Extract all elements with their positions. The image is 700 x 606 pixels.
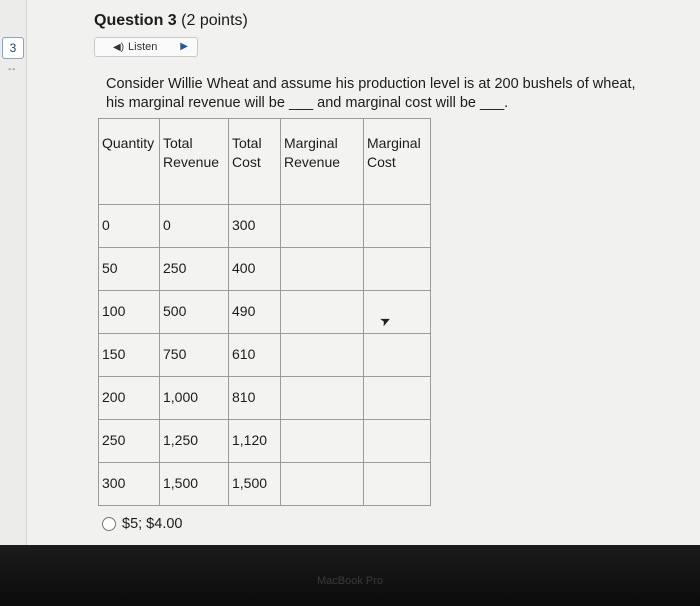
- column-header-marginal-cost: Marginal Cost: [364, 119, 431, 205]
- table-row: [99, 205, 431, 248]
- table-row: [99, 291, 431, 334]
- cell-marginal-revenue: [281, 248, 364, 291]
- cell-marginal-cost: [364, 420, 431, 463]
- cell-marginal-revenue: [281, 205, 364, 248]
- question-text: [106, 75, 666, 113]
- cell-marginal-cost: [364, 377, 431, 420]
- cell-marginal-cost: [364, 205, 431, 248]
- cell-quantity: 50: [99, 248, 160, 291]
- cell-marginal-cost: [364, 463, 431, 506]
- play-icon[interactable]: ▶: [180, 41, 188, 52]
- cell-quantity: 300: [99, 463, 160, 506]
- question-points: (2 points): [181, 12, 248, 29]
- question-title: Question 3: [94, 12, 177, 29]
- cell-total-revenue: 1,500: [160, 463, 229, 506]
- table-header-row: [99, 119, 431, 205]
- cell-total-revenue: 1,000: [160, 377, 229, 420]
- cell-total-cost: 300: [229, 205, 281, 248]
- cell-marginal-revenue: [281, 420, 364, 463]
- radio-button[interactable]: [102, 517, 116, 531]
- device-label: MacBook Pro: [316, 575, 384, 587]
- cell-total-cost: 1,120: [229, 420, 281, 463]
- question-line-1: Consider Willie Wheat and assume his production level is at 200 bushels of wheat,: [106, 76, 636, 92]
- cell-marginal-cost: [364, 248, 431, 291]
- column-header-total-revenue: Total Revenue: [160, 119, 229, 205]
- listen-button[interactable]: [94, 37, 198, 57]
- cell-total-revenue: 250: [160, 248, 229, 291]
- cell-marginal-cost: [364, 291, 431, 334]
- table-row: [99, 463, 431, 506]
- cell-quantity: 0: [99, 205, 160, 248]
- mouse-cursor-icon: ➤: [377, 311, 394, 330]
- cell-marginal-revenue: [281, 377, 364, 420]
- cell-marginal-cost: [364, 334, 431, 377]
- cell-total-cost: 610: [229, 334, 281, 377]
- listen-label: Listen: [128, 41, 158, 53]
- cell-total-revenue: 750: [160, 334, 229, 377]
- cell-total-cost: 400: [229, 248, 281, 291]
- answer-option[interactable]: [102, 516, 182, 532]
- cell-total-cost: 490: [229, 291, 281, 334]
- cell-quantity: 150: [99, 334, 160, 377]
- cell-quantity: 250: [99, 420, 160, 463]
- cell-marginal-revenue: [281, 291, 364, 334]
- column-header-quantity: Quantity: [99, 119, 160, 205]
- cell-marginal-revenue: [281, 334, 364, 377]
- flag-icon[interactable]: - -: [8, 64, 15, 75]
- cell-total-revenue: 1,250: [160, 420, 229, 463]
- cell-marginal-revenue: [281, 463, 364, 506]
- cell-total-cost: 1,500: [229, 463, 281, 506]
- question-number-badge[interactable]: 3: [2, 37, 24, 59]
- cost-revenue-table: [98, 118, 431, 506]
- cell-quantity: 100: [99, 291, 160, 334]
- answer-option-label: $5; $4.00: [122, 516, 183, 532]
- laptop-bezel: [0, 545, 700, 606]
- question-nav-rail: [0, 0, 27, 545]
- table-row: [99, 334, 431, 377]
- cell-total-revenue: 0: [160, 205, 229, 248]
- table-row: [99, 420, 431, 463]
- column-header-marginal-revenue: Marginal Revenue: [281, 119, 364, 205]
- table-row: [99, 377, 431, 420]
- cell-total-cost: 810: [229, 377, 281, 420]
- speaker-icon: ◀︎): [113, 41, 125, 53]
- table-row: [99, 248, 431, 291]
- cell-quantity: 200: [99, 377, 160, 420]
- column-header-total-cost: Total Cost: [229, 119, 281, 205]
- question-line-2: his marginal revenue will be ___ and marginal cost will be ___.: [106, 95, 509, 111]
- cell-total-revenue: 500: [160, 291, 229, 334]
- question-header: [94, 12, 248, 30]
